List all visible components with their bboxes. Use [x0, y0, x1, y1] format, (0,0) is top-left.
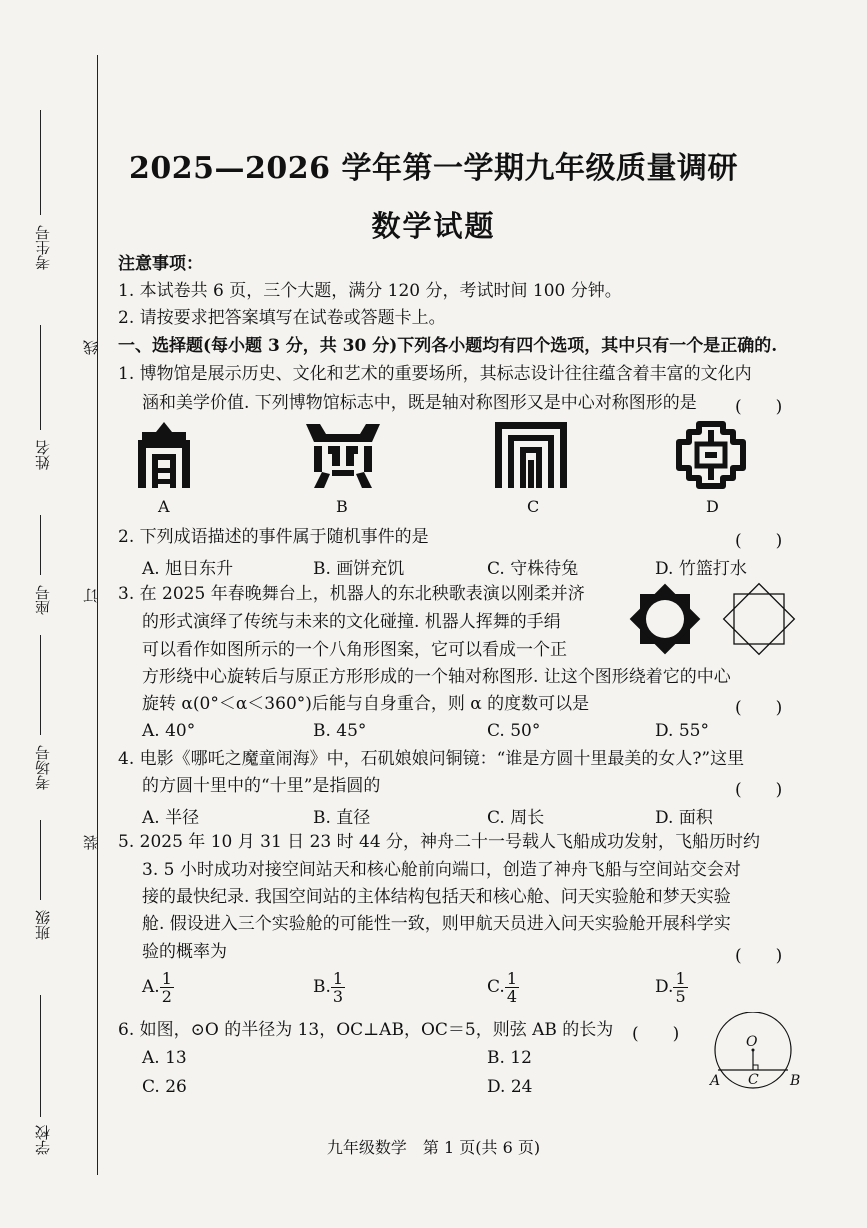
- q2-option-a: A. 旭日东升: [142, 559, 234, 579]
- logo-c-icon: [493, 420, 569, 490]
- q5-line-5: 验的概率为: [142, 942, 227, 962]
- q3-line-3: 可以看作如图所示的一个八角形图案，它可以看成一个正: [142, 640, 567, 660]
- binding-mark-zhuang: 装: [82, 835, 100, 850]
- q6-option-c: C. 26: [142, 1077, 187, 1097]
- q3-option-d: D. 55°: [655, 721, 709, 741]
- octagram-filled-figure: [622, 576, 708, 662]
- q6-option-d: D. 24: [487, 1077, 533, 1097]
- q1-line-2: 涵和美学价值. 下列博物馆标志中，既是轴对称图形又是中心对称图形的是: [142, 393, 697, 413]
- q2-option-b: B. 画饼充饥: [313, 559, 405, 579]
- q6-answer-paren: ( ): [632, 1024, 680, 1044]
- page-footer: 九年级数学 第 1 页(共 6 页): [326, 1138, 541, 1157]
- q5-option-a-letter: A.: [142, 977, 160, 997]
- logo-c-label: C: [527, 497, 540, 516]
- q4-answer-paren: ( ): [735, 780, 783, 800]
- q3-line-1: 3. 在 2025 年春晚舞台上，机器人的东北秧歌表演以刚柔并济: [118, 584, 585, 604]
- q4-line-1: 4. 电影《哪吒之魔童闹海》中，石矶娘娘问铜镜：“谁是方圆十里最美的女人?”这里: [118, 749, 745, 769]
- q3-line-4: 方形绕中心旋转后与原正方形形成的一个轴对称图形. 让这个图形绕着它的中心: [142, 667, 731, 687]
- binding-mark-line: 线: [82, 340, 100, 355]
- q5-option-b-letter: B.: [313, 977, 331, 997]
- q6-stem: 6. 如图，⊙O 的半径为 13，OC⊥AB，OC＝5，则弦 AB 的长为: [118, 1020, 614, 1040]
- logo-a-icon: [136, 420, 192, 490]
- q3-option-b: B. 45°: [313, 721, 367, 741]
- q5-option-c-letter: C.: [487, 977, 505, 997]
- exam-title: 2025—2026 学年第一学期九年级质量调研: [129, 151, 738, 186]
- school-blank: [40, 995, 41, 1117]
- notes-heading: 注意事项：: [118, 254, 203, 274]
- seat-label: 座号: [34, 585, 52, 615]
- school-label: 学校: [34, 1125, 52, 1155]
- seat-blank: [40, 515, 41, 575]
- q5-line-2: 3. 5 小时成功对接空间站天和核心舱前向端口，创造了神舟飞船与空间站交会对: [142, 860, 741, 880]
- q5-option-d: [655, 970, 688, 1005]
- notes-item-1: 1. 本试卷共 6 页，三个大题，满分 120 分，考试时间 100 分钟。: [118, 281, 622, 301]
- q5-option-a-fraction: $\frac{1}{2}$: [161, 969, 172, 1006]
- q6-option-a: A. 13: [142, 1048, 187, 1068]
- q5-option-a: [142, 970, 174, 1005]
- q4-option-d: D. 面积: [655, 808, 713, 828]
- q2-option-d: D. 竹篮打水: [655, 559, 747, 579]
- q2-answer-paren: ( ): [735, 531, 783, 551]
- q3-answer-paren: ( ): [735, 698, 783, 718]
- q5-option-d-fraction: $\frac{1}{5}$: [675, 969, 686, 1006]
- q6-label-b: B: [790, 1073, 801, 1089]
- q1-line-1: 1. 博物馆是展示历史、文化和艺术的重要场所，其标志设计往往蕴含着丰富的文化内: [118, 364, 752, 384]
- q5-line-3: 接的最快纪录. 我国空间站的主体结构包括天和核心舱、问天实验舱和梦天实验: [142, 887, 731, 907]
- q4-line-2: 的方圆十里中的“十里”是指圆的: [142, 776, 381, 796]
- q3-line-5: 旋转 α(0°＜α＜360°)后能与自身重合，则 α 的度数可以是: [142, 694, 590, 714]
- q6-label-c: C: [748, 1072, 759, 1088]
- logo-d-label: D: [706, 497, 719, 516]
- octagram-outline-figure: [716, 576, 802, 662]
- q5-line-4: 舱. 假设进入三个实验舱的可能性一致，则甲航天员进入问天实验舱开展科学实: [142, 914, 731, 934]
- q4-option-b: B. 直径: [313, 808, 371, 828]
- logo-b-label: B: [336, 497, 348, 516]
- binding-mark-ding: 订: [82, 588, 100, 603]
- notes-item-2: 2. 请按要求把答案填写在试卷或答题卡上。: [118, 308, 446, 328]
- q1-answer-paren: ( ): [735, 397, 783, 417]
- class-blank: [40, 820, 41, 900]
- q3-option-a: A. 40°: [142, 721, 196, 741]
- student-id-label: 考生号: [34, 225, 52, 270]
- q2-option-c: C. 守株待兔: [487, 559, 579, 579]
- name-label: 姓名: [34, 440, 52, 470]
- name-blank: [40, 325, 41, 430]
- q4-option-a: A. 半径: [142, 808, 200, 828]
- q5-option-c: [487, 970, 519, 1005]
- logo-a-label: A: [158, 497, 170, 516]
- exam-room-blank: [40, 635, 41, 735]
- q6-option-b: B. 12: [487, 1048, 532, 1068]
- q4-option-c: C. 周长: [487, 808, 545, 828]
- logo-b-icon: [302, 420, 384, 492]
- logo-d-icon: [675, 420, 747, 490]
- exam-room-label: 考场号: [34, 745, 52, 790]
- q3-option-c: C. 50°: [487, 721, 541, 741]
- q5-option-b-fraction: $\frac{1}{3}$: [332, 969, 344, 1006]
- q5-answer-paren: ( ): [735, 946, 783, 966]
- q5-option-c-fraction: $\frac{1}{4}$: [506, 969, 517, 1006]
- class-label: 班级: [34, 910, 52, 940]
- q2-stem: 2. 下列成语描述的事件属于随机事件的是: [118, 527, 429, 547]
- q5-option-b: [313, 970, 345, 1005]
- q3-line-2: 的形式演绎了传统与未来的文化碰撞. 机器人挥舞的手绢: [142, 612, 561, 632]
- q6-label-o: O: [746, 1034, 758, 1050]
- section-1-heading: 一、选择题(每小题 3 分，共 30 分)下列各小题均有四个选项，其中只有一个是正确的.: [118, 336, 778, 356]
- exam-subject-title: 数学试题: [371, 209, 496, 243]
- q5-option-d-letter: D.: [655, 977, 674, 997]
- q6-label-a: A: [710, 1073, 721, 1089]
- q5-line-1: 5. 2025 年 10 月 31 日 23 时 44 分，神舟二十一号载人飞船成功发射，飞船历时约: [118, 832, 761, 852]
